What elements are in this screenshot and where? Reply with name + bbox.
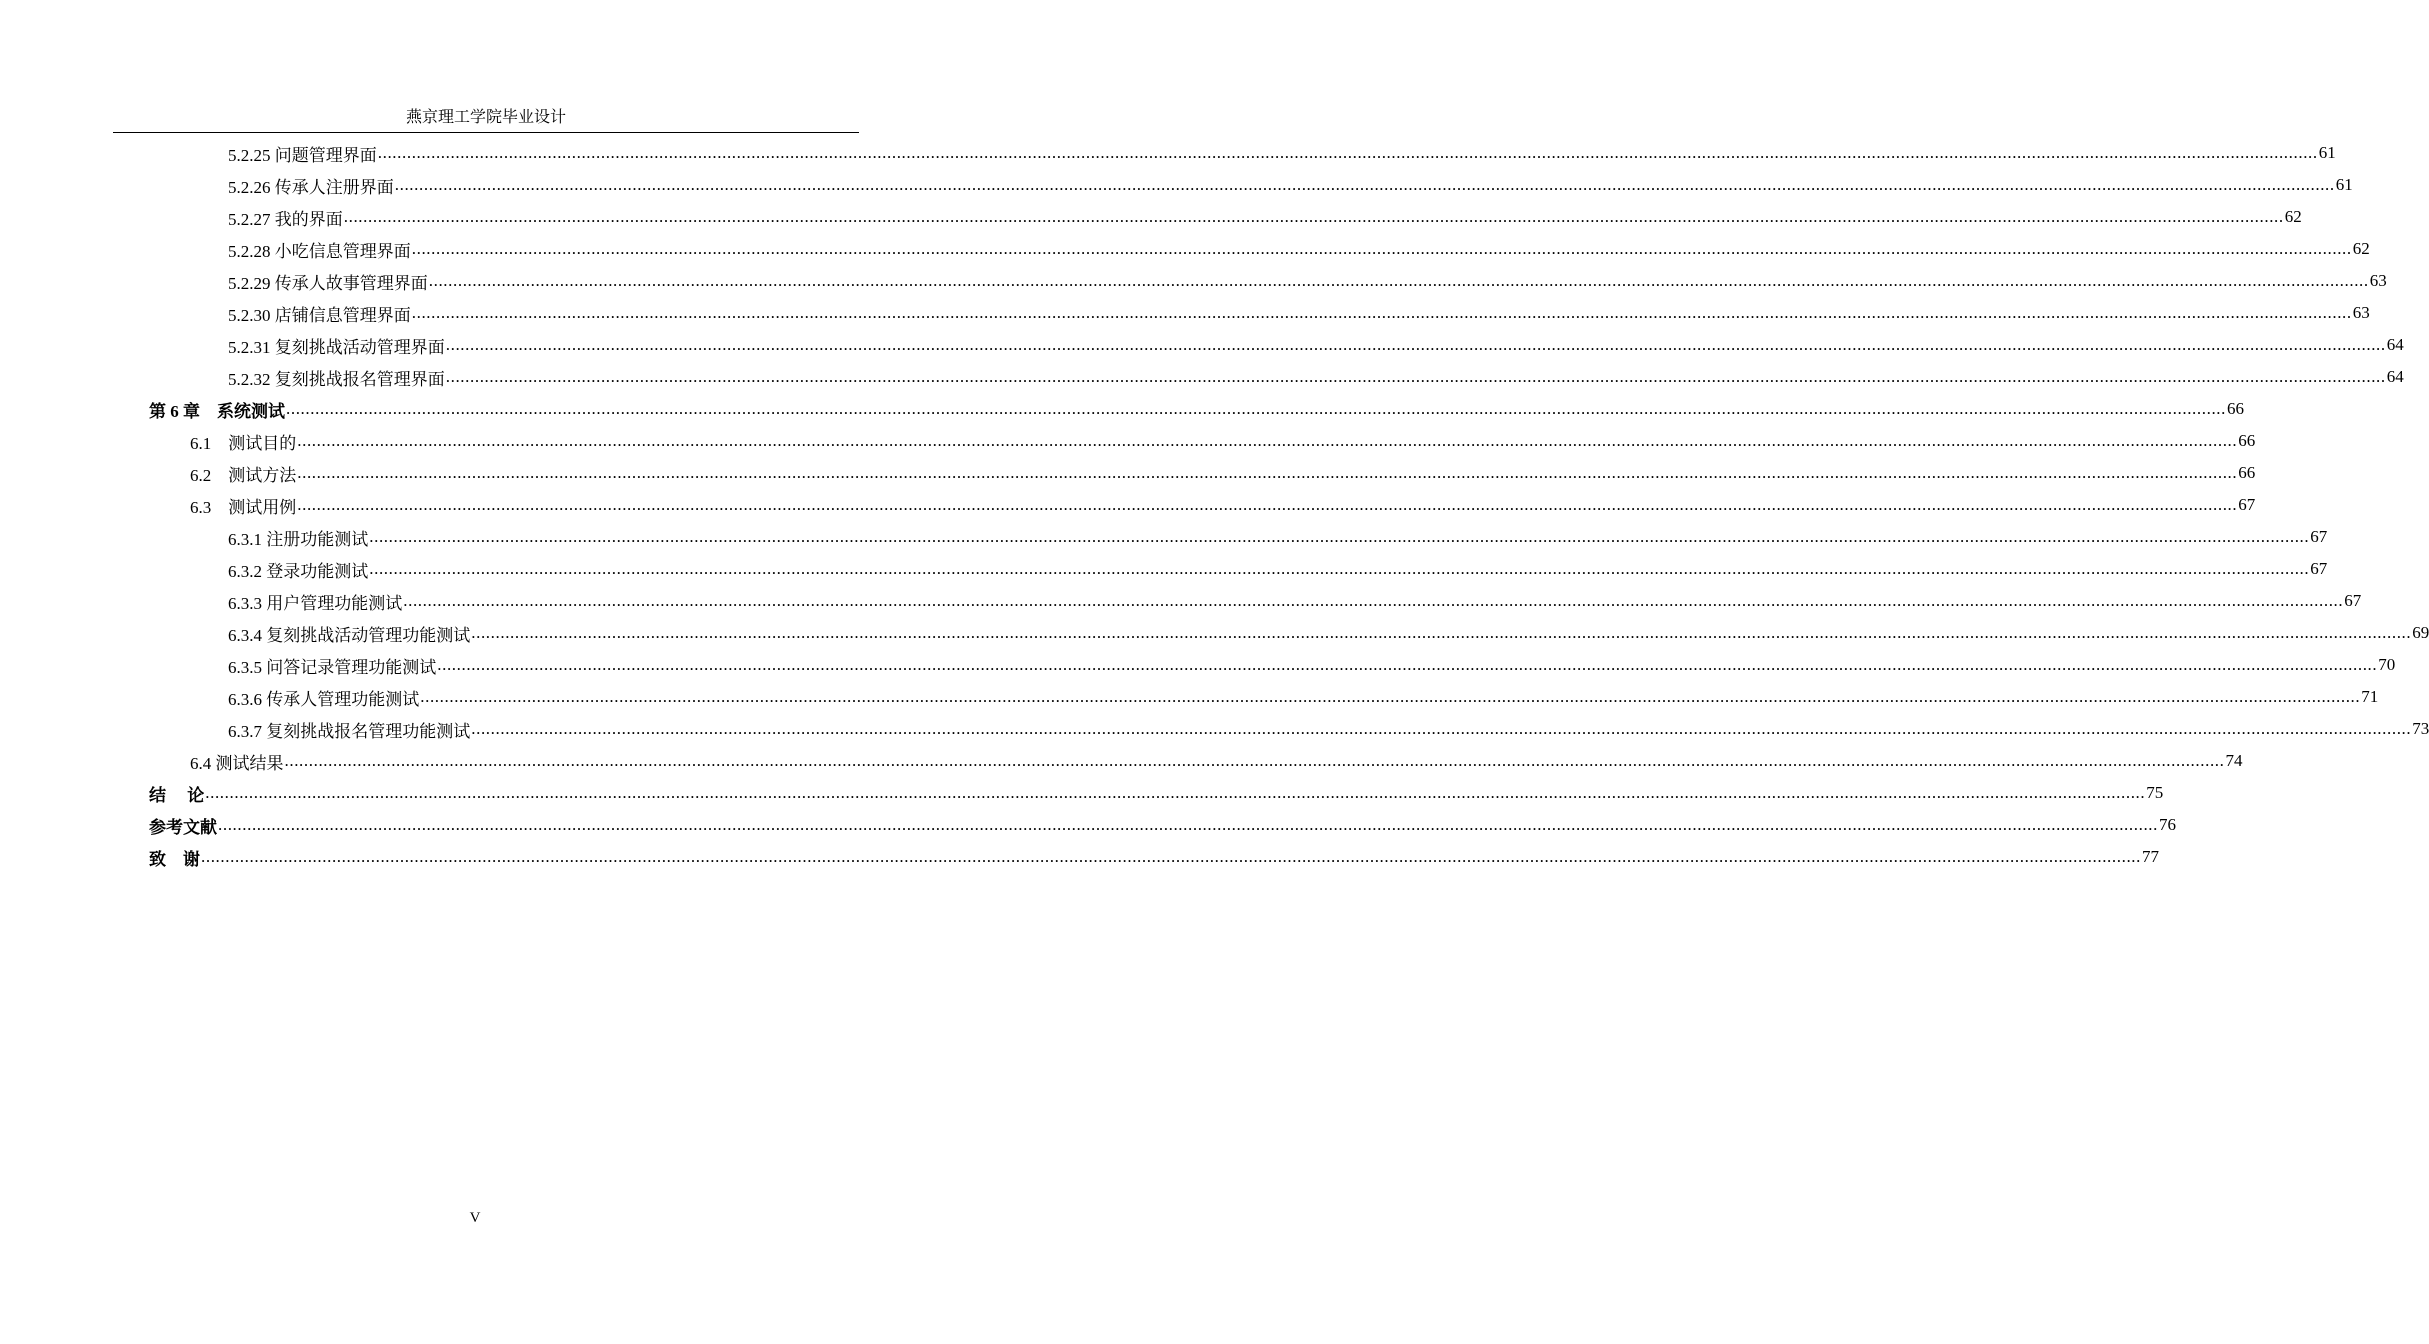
toc-entry[interactable]: [0, 137, 2336, 169]
toc-dot-leader: ................................................................................................................................................................................................................................................................................................................................................................................................................: [437, 655, 2378, 674]
toc-entry[interactable]: [0, 713, 2429, 745]
page-number: V: [469, 1210, 481, 1226]
toc-entry[interactable]: [0, 297, 2370, 329]
toc-dot-leader: ................................................................................................................................................................................................................................................................................................................................................................................................................: [205, 783, 2146, 802]
toc-entry-title: 5.2.29 传承人故事管理界面: [228, 273, 428, 293]
toc-entry-page: 67: [2238, 495, 2256, 514]
toc-entry-page: 61: [2318, 143, 2336, 162]
header-rule: [113, 132, 859, 133]
toc-entry-title: 致 谢: [149, 849, 200, 869]
toc-entry[interactable]: [0, 841, 2159, 873]
toc-entry[interactable]: [0, 265, 2387, 297]
toc-entry-page: 67: [2310, 527, 2328, 546]
toc-entry[interactable]: [0, 233, 2370, 265]
toc-entry-page: 70: [2378, 655, 2396, 674]
toc-dot-leader: ................................................................................................................................................................................................................................................................................................................................................................................................................: [445, 335, 2386, 354]
toc-entry[interactable]: [0, 585, 2362, 617]
toc-dot-leader: ................................................................................................................................................................................................................................................................................................................................................................................................................: [201, 847, 2141, 866]
toc-entry-page: 64: [2386, 335, 2404, 354]
toc-entry-page: 62: [2352, 239, 2370, 258]
toc-entry-page: 76: [2159, 815, 2176, 834]
toc-dot-leader: ................................................................................................................................................................................................................................................................................................................................................................................................................: [377, 143, 2318, 162]
toc-entry-page: 69: [2412, 623, 2429, 642]
toc-entry-page: 66: [2227, 399, 2244, 418]
toc-entry[interactable]: [0, 521, 2328, 553]
toc-entry-title: 5.2.27 我的界面: [228, 209, 343, 229]
toc-entry-title: 5.2.31 复刻挑战活动管理界面: [228, 337, 445, 357]
toc-dot-leader: ................................................................................................................................................................................................................................................................................................................................................................................................................: [369, 559, 2310, 578]
toc-entry-title: 6.3.4 复刻挑战活动管理功能测试: [228, 625, 471, 645]
toc-entry-page: 61: [2335, 175, 2353, 194]
toc-entry-page: 73: [2412, 719, 2429, 738]
toc-entry[interactable]: [0, 425, 2256, 457]
toc-dot-leader: ................................................................................................................................................................................................................................................................................................................................................................................................................: [411, 303, 2352, 322]
toc-entry[interactable]: [0, 681, 2379, 713]
toc-dot-leader: ................................................................................................................................................................................................................................................................................................................................................................................................................: [343, 207, 2284, 226]
toc-entry[interactable]: [0, 553, 2328, 585]
toc-entry-page: 71: [2361, 687, 2379, 706]
toc-entry-page: 66: [2238, 463, 2256, 482]
toc-entry-page: 66: [2238, 431, 2256, 450]
toc-entry[interactable]: [0, 201, 2302, 233]
toc-entry[interactable]: [0, 393, 2244, 425]
toc-entry[interactable]: [0, 361, 2404, 393]
toc-entry-title: 结 论: [149, 785, 205, 805]
toc-entry-title: 5.2.32 复刻挑战报名管理界面: [228, 369, 445, 389]
toc-entry-title: 5.2.26 传承人注册界面: [228, 177, 394, 197]
toc-entry-page: 63: [2369, 271, 2387, 290]
toc-dot-leader: ................................................................................................................................................................................................................................................................................................................................................................................................................: [297, 463, 2238, 482]
toc-entry-title: 6.2 测试方法: [190, 465, 297, 485]
toc-entry[interactable]: [0, 457, 2256, 489]
toc-entry-title: 第 6 章 系统测试: [149, 401, 285, 421]
toc-dot-leader: ................................................................................................................................................................................................................................................................................................................................................................................................................: [471, 623, 2412, 642]
toc-entry-page: 67: [2310, 559, 2328, 578]
toc-entry[interactable]: [0, 777, 2164, 809]
toc-entry-page: 75: [2146, 783, 2164, 802]
toc-dot-leader: ................................................................................................................................................................................................................................................................................................................................................................................................................: [471, 719, 2412, 738]
toc-dot-leader: ................................................................................................................................................................................................................................................................................................................................................................................................................: [297, 495, 2238, 514]
page-header: 燕京理工学院毕业设计: [405, 109, 566, 126]
toc-dot-leader: ................................................................................................................................................................................................................................................................................................................................................................................................................: [297, 431, 2238, 450]
toc-entry[interactable]: [0, 489, 2256, 521]
toc-entry[interactable]: [0, 617, 2429, 649]
toc-entry-title: 6.3.5 问答记录管理功能测试: [228, 657, 437, 677]
toc-dot-leader: ................................................................................................................................................................................................................................................................................................................................................................................................................: [286, 399, 2226, 418]
toc-entry-title: 5.2.25 问题管理界面: [228, 145, 377, 165]
toc-entry[interactable]: [0, 649, 2396, 681]
toc-entry[interactable]: [0, 745, 2243, 777]
toc-dot-leader: ................................................................................................................................................................................................................................................................................................................................................................................................................: [284, 751, 2225, 770]
toc-entry-page: 67: [2344, 591, 2362, 610]
toc-entry-title: 6.1 测试目的: [190, 433, 297, 453]
toc-entry[interactable]: [0, 169, 2353, 201]
toc-entry-title: 5.2.28 小吃信息管理界面: [228, 241, 411, 261]
toc-entry-title: 6.3.7 复刻挑战报名管理功能测试: [228, 721, 471, 741]
toc-entry-title: 6.3.3 用户管理功能测试: [228, 593, 403, 613]
toc-entry-page: 62: [2284, 207, 2302, 226]
toc-entry-page: 63: [2352, 303, 2370, 322]
toc-dot-leader: ................................................................................................................................................................................................................................................................................................................................................................................................................: [403, 591, 2344, 610]
toc-entry-title: 6.3.1 注册功能测试: [228, 529, 369, 549]
toc-entry-title: 6.3.2 登录功能测试: [228, 561, 369, 581]
toc-dot-leader: ................................................................................................................................................................................................................................................................................................................................................................................................................: [411, 239, 2352, 258]
toc-dot-leader: ................................................................................................................................................................................................................................................................................................................................................................................................................: [428, 271, 2369, 290]
toc-entry-page: 64: [2386, 367, 2404, 386]
toc-entry-title: 6.4 测试结果: [190, 753, 284, 773]
toc-dot-leader: ................................................................................................................................................................................................................................................................................................................................................................................................................: [445, 367, 2386, 386]
toc-entry-title: 参考文献: [149, 817, 217, 837]
toc-entry-page: 77: [2142, 847, 2159, 866]
table-of-contents: [0, 137, 2429, 873]
toc-dot-leader: ................................................................................................................................................................................................................................................................................................................................................................................................................: [369, 527, 2310, 546]
toc-entry-title: 6.3.6 传承人管理功能测试: [228, 689, 420, 709]
toc-entry[interactable]: [0, 329, 2404, 361]
toc-entry-title: 5.2.30 店铺信息管理界面: [228, 305, 411, 325]
toc-entry-page: 74: [2225, 751, 2243, 770]
toc-dot-leader: ................................................................................................................................................................................................................................................................................................................................................................................................................: [420, 687, 2361, 706]
toc-entry[interactable]: [0, 809, 2176, 841]
toc-dot-leader: ................................................................................................................................................................................................................................................................................................................................................................................................................: [218, 815, 2158, 834]
toc-dot-leader: ................................................................................................................................................................................................................................................................................................................................................................................................................: [394, 175, 2335, 194]
toc-entry-title: 6.3 测试用例: [190, 497, 297, 517]
